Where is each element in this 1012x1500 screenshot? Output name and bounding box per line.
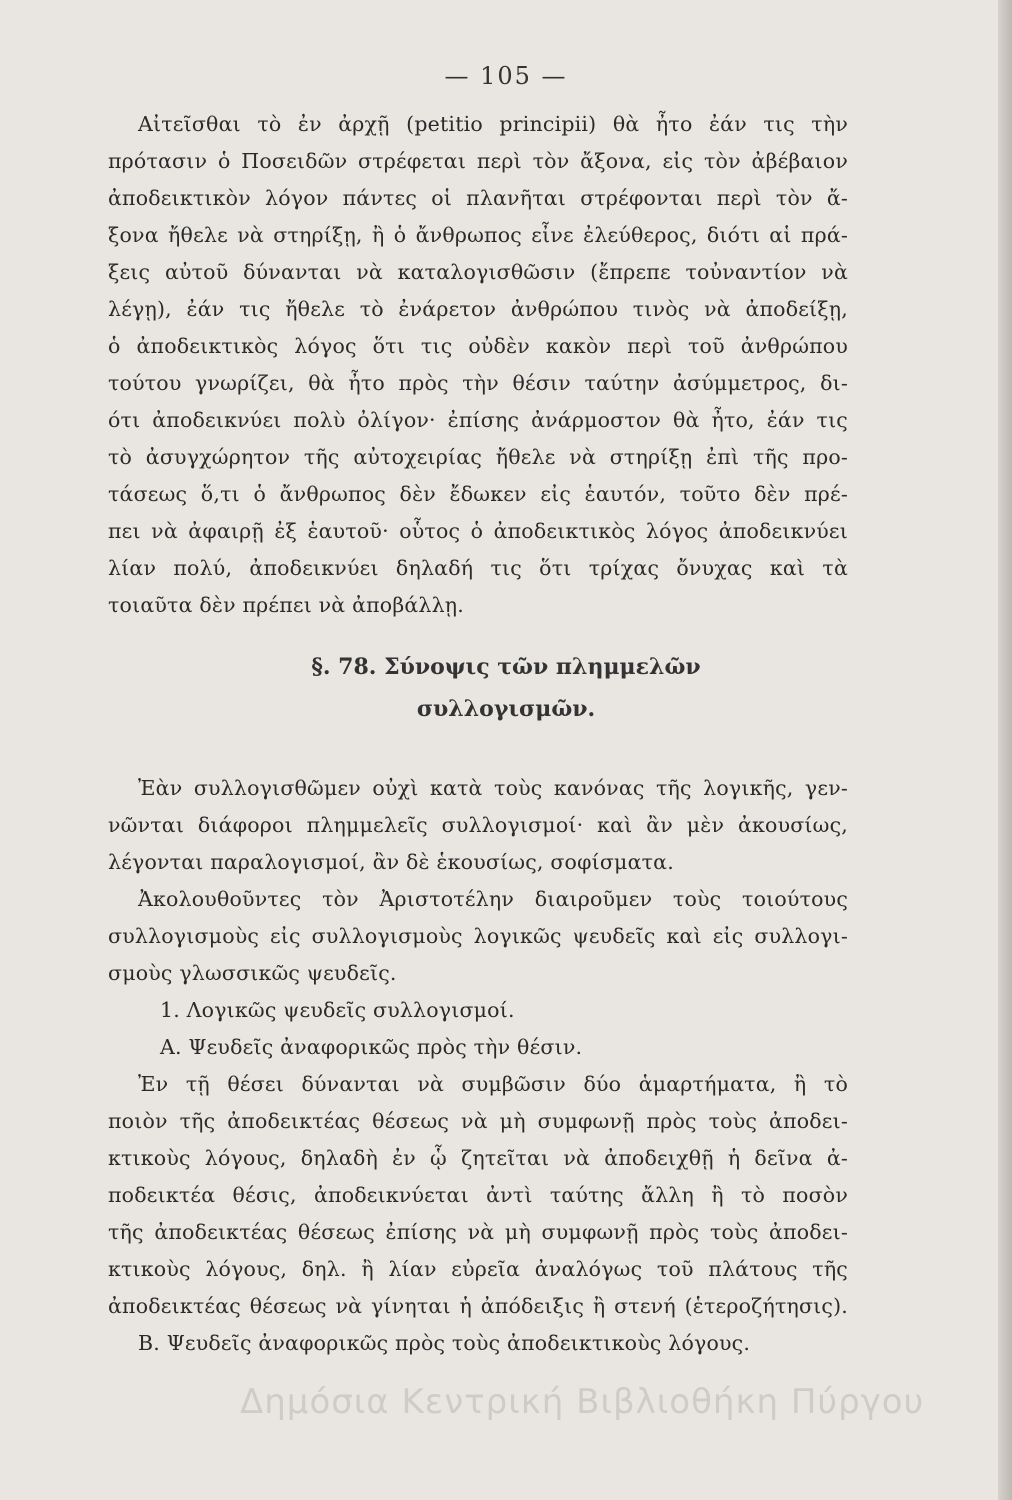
subheading-A bbox=[108, 1029, 848, 1066]
text-line: ξονα ἤθελε νὰ στηρίξῃ, ἢ ὁ ἄνθρωπος εἶνε ἐλεύθερος, διότι αἱ πρά- bbox=[108, 223, 848, 247]
text-line: πει νὰ ἀφαιρῇ ἐξ ἑαυτοῦ· οὗτος ὁ ἀποδεικτικὸς λόγος ἀποδεικνύει bbox=[108, 519, 848, 543]
text-line: πρότασιν ὁ Ποσειδῶν στρέφεται περὶ τὸν ἄξονα, εἰς τὸν ἀβέβαιον bbox=[108, 149, 848, 173]
page-edge-shadow bbox=[998, 0, 1012, 1500]
text-line: τούτου γνωρίζει, θὰ ἦτο πρὸς τὴν θέσιν ταύτην ἀσύμμετρος, δι- bbox=[108, 371, 848, 395]
text-line: κτικοὺς λόγους, δηλαδὴ ἐν ᾧ ζητεῖται νὰ ἀποδειχθῇ ἡ δεῖνα ἀ- bbox=[108, 1146, 848, 1170]
text-line: Β. Ψευδεῖς ἀναφορικῶς πρὸς τοὺς ἀποδεικτικοὺς λόγους. bbox=[138, 1331, 751, 1355]
text-line: 1. Λογικῶς ψευδεῖς συλλογισμοί. bbox=[160, 998, 515, 1022]
text-line: ὁ ἀποδεικτικὸς λόγος ὅτι τις οὐδὲν κακὸν περὶ τοῦ ἀνθρώπου bbox=[108, 334, 848, 358]
section-heading-continued: συλλογισμῶν. bbox=[416, 696, 596, 722]
text-line: ἀποδεικτικὸν λόγον πάντες οἱ πλανῆται στρέφονται περὶ τὸν ἄ- bbox=[108, 186, 848, 210]
text-line: τάσεως ὅ,τι ὁ ἄνθρωπος δὲν ἔδωκεν εἰς ἑαυτόν, τοῦτο δὲν πρέ- bbox=[108, 482, 848, 506]
text-line: λέγονται παραλογισμοί, ἂν δὲ ἑκουσίως, σοφίσματα. bbox=[108, 850, 674, 874]
paragraph-definition bbox=[108, 770, 848, 881]
text-line: Αἰτεῖσθαι τὸ ἐν ἀρχῇ (petitio principii) θὰ ἦτο ἐάν τις τὴν bbox=[138, 112, 848, 136]
text-line: ξεις αὐτοῦ δύνανται νὰ καταλογισθῶσιν (ἔπρεπε τοὐναντίον νὰ bbox=[108, 260, 848, 284]
text-line: Ἐὰν συλλογισθῶμεν οὐχὶ κατὰ τοὺς κανόνας τῆς λογικῆς, γεν- bbox=[138, 776, 848, 800]
paragraph-aristotle-division bbox=[108, 881, 848, 992]
text-line: τῆς ἀποδεικτέας θέσεως ἐπίσης νὰ μὴ συμφωνῇ πρὸς τοὺς ἀποδει- bbox=[108, 1220, 848, 1244]
text-line: τοιαῦτα δὲν πρέπει νὰ ἀποβάλλῃ. bbox=[108, 593, 465, 617]
text-line: λίαν πολύ, ἀποδεικνύει δηλαδή τις ὅτι τρίχας ὄνυχας καὶ τὰ bbox=[108, 556, 848, 580]
section-heading: §. 78. Σύνοψις τῶν πλημμελῶν bbox=[311, 654, 701, 680]
text-line: ἀποδεικτέας θέσεως νὰ γίνηται ἡ ἀπόδειξις ἢ στενή (ἑτεροζήτησις). bbox=[108, 1294, 848, 1318]
text-line: κτικοὺς λόγους, δηλ. ἢ λίαν εὐρεῖα ἀναλόγως τοῦ πλάτους τῆς bbox=[108, 1257, 848, 1281]
subheading-1 bbox=[108, 992, 848, 1029]
library-watermark: Δημόσια Κεντρική Βιβλιοθήκη Πύργου bbox=[240, 1382, 925, 1422]
text-line: Ἀκολουθοῦντες τὸν Ἀριστοτέλην διαιροῦμεν τοὺς τοιούτους bbox=[138, 887, 848, 911]
text-line: σμοὺς γλωσσικῶς ψευδεῖς. bbox=[108, 961, 397, 985]
text-line: Α. Ψευδεῖς ἀναφορικῶς πρὸς τὴν θέσιν. bbox=[160, 1035, 583, 1059]
text-line: τὸ ἀσυγχώρητον τῆς αὐτοχειρίας ἤθελε νὰ στηρίξῃ ἐπὶ τῆς προ- bbox=[108, 445, 848, 469]
subheading-B bbox=[108, 1325, 848, 1362]
text-line: ότι ἀποδεικνύει πολὺ ὀλίγον· ἐπίσης ἀνάρμοστον θὰ ἦτο, ἐάν τις bbox=[108, 408, 848, 432]
text-line: Ἐν τῇ θέσει δύνανται νὰ συμβῶσιν δύο ἁμαρτήματα, ἢ τὸ bbox=[138, 1072, 848, 1096]
text-line: ποιὸν τῆς ἀποδεικτέας θέσεως νὰ μὴ συμφωνῇ πρὸς τοὺς ἀποδει- bbox=[108, 1109, 848, 1133]
paragraph-thesis-errors bbox=[108, 1066, 848, 1325]
text-line: λέγῃ), ἐάν τις ἤθελε τὸ ἐνάρετον ἀνθρώπου τινὸς νὰ ἀποδείξῃ, bbox=[108, 297, 848, 321]
text-line: νῶνται διάφοροι πλημμελεῖς συλλογισμοί· καὶ ἂν μὲν ἀκουσίως, bbox=[108, 813, 848, 837]
text-line: ποδεικτέα θέσις, ἀποδεικνύεται ἀντὶ ταύτης ἄλλη ἢ τὸ ποσὸν bbox=[108, 1183, 848, 1207]
paragraph-petitio-principii bbox=[108, 106, 848, 624]
text-line: συλλογισμοὺς εἰς συλλογισμοὺς λογικῶς ψευδεῖς καὶ εἰς συλλογι- bbox=[108, 924, 848, 948]
page-number: — 105 — bbox=[444, 62, 568, 90]
